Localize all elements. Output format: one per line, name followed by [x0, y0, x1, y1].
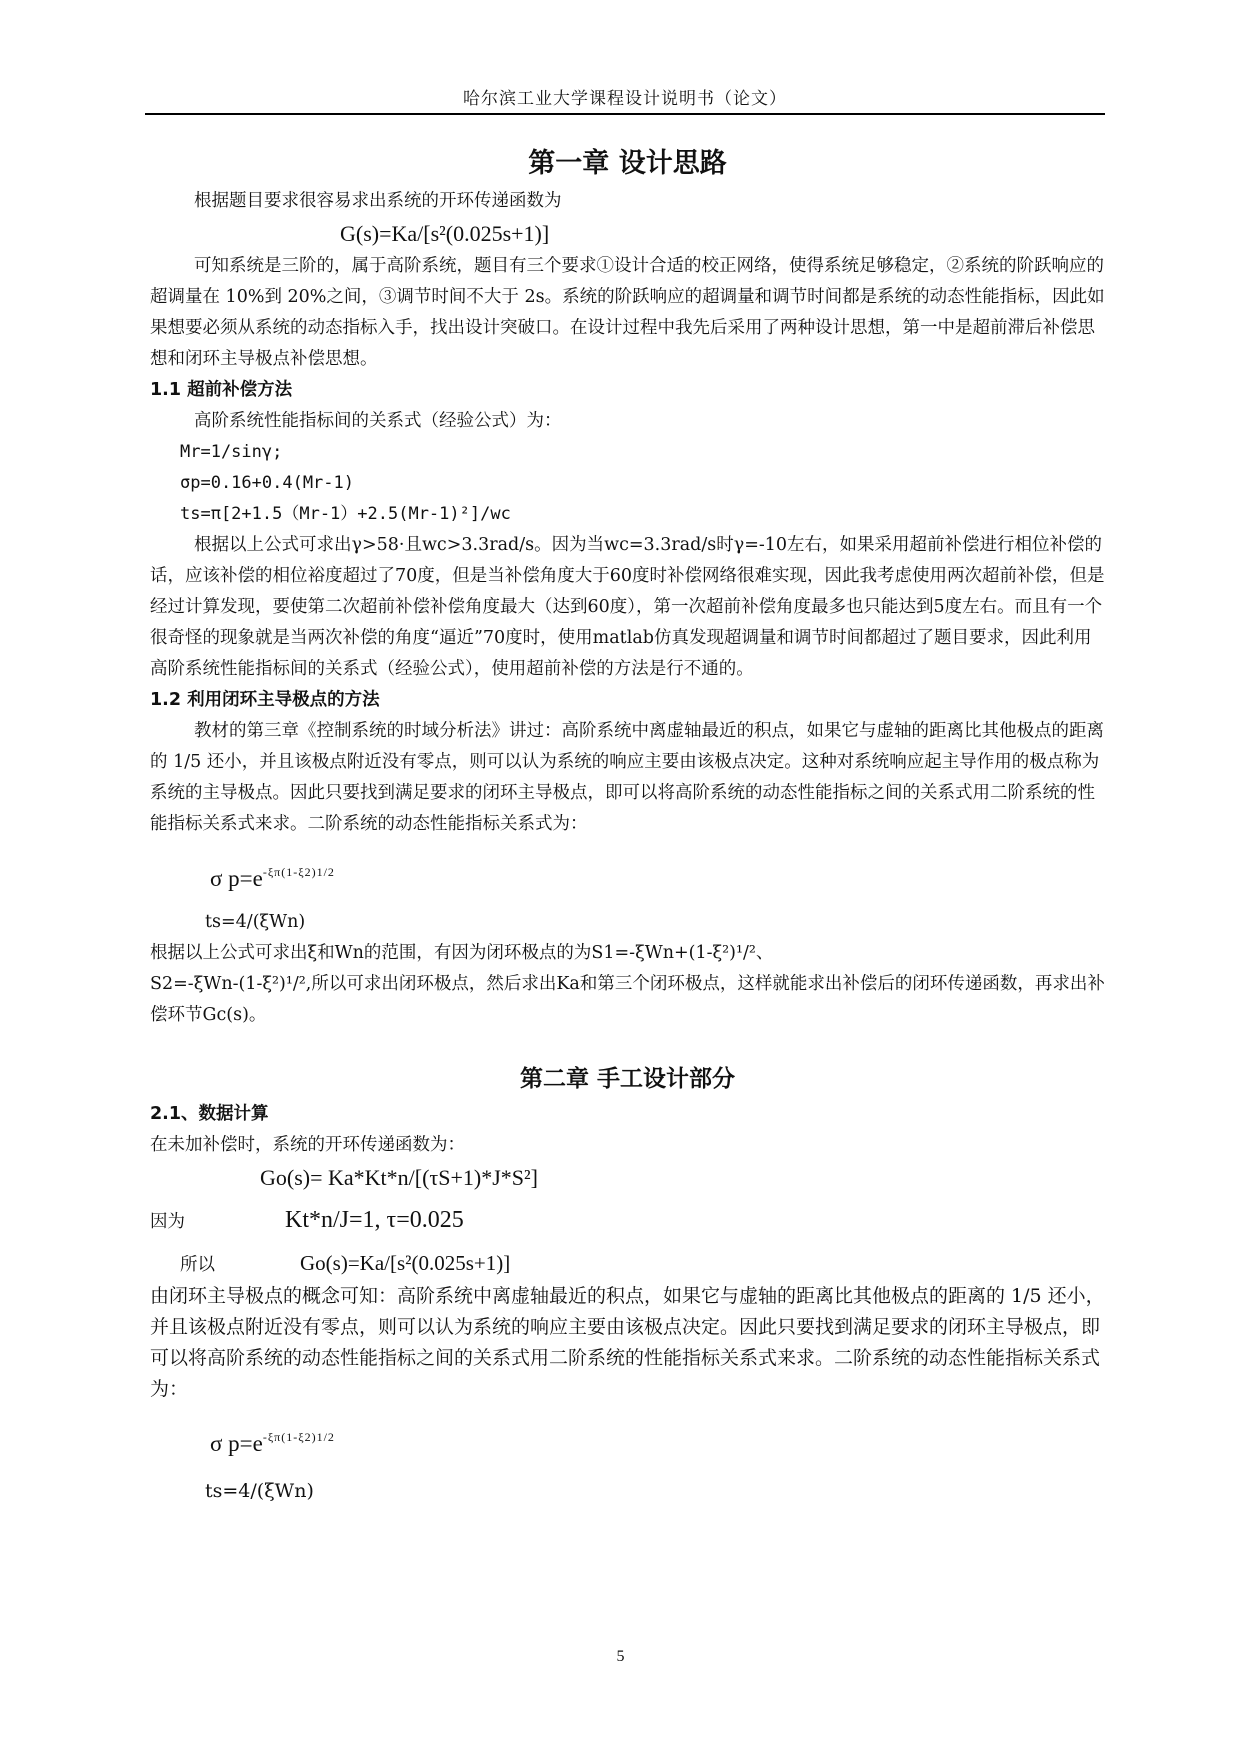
page-header: 哈尔滨工业大学课程设计说明书（论文） — [463, 89, 787, 109]
chapter-1-paragraph: 可知系统是三阶的，属于高阶系统，题目有三个要求①设计合适的校正网络，使得系统足够稳定，②系统的阶跃响应的超调量在 10%到 20%之间，③调节时间不大于 2s。系统的阶跃响应的超调量和调节时间都是系统的动态性能指标，因此如果想要必须从系统的动态指标入手，找出设计突破口。在设计过程中我先后采用了两种设计思想，第一中是超前滞后补偿思想和闭环主导极点补偿思想。 — [150, 256, 1105, 369]
section-1-1-paragraph: 根据以上公式可求出γ>58·且wc>3.3rad/s。因为当wc=3.3rad/s时γ=-10左右，如果采用超前补偿进行相位补偿的话，应该补偿的相位裕度超过了70度，但是当补偿角度大于60度时补偿网络很难实现，因此我考虑使用两次超前补偿，但是经过计算发现，要使第二次超前补偿补偿角度最大（达到60度），第一次超前补偿角度最多也只能达到5度左右。而且有一个很奇怪的现象就是当两次补偿的角度“逼近”70度时，使用matlab仿真发现超调量和调节时间都超过了题目要求，因此利用高阶系统性能指标间的关系式（经验公式），使用超前补偿的方法是行不通的。 — [150, 535, 1105, 679]
formula-ts: ts=π[2+1.5（Mr-1）+2.5(Mr-1)²]/wc — [180, 504, 511, 524]
because-formula: Kt*n/J=1, τ=0.025 — [285, 1207, 464, 1233]
section-1-1-intro: 高阶系统性能指标间的关系式（经验公式）为： — [194, 411, 562, 431]
open-loop-transfer-function: G(s)=Ka/[s²(0.025s+1)] — [340, 221, 550, 246]
so-line — [150, 1246, 1105, 1281]
section-2-1-paragraph: 由闭环主导极点的概念可知：高阶系统中离虚轴最近的积点，如果它与虚轴的距离比其他极点的距离的 1/5 还小，并且该极点附近没有零点，则可以认为系统的响应主要由该极点决定。因此只要找到满足要求的闭环主导极点，即可以将高阶系统的动态性能指标之间的关系式用二阶系统的性能指标关系式来求。二阶系统的动态性能指标关系式为： — [150, 1285, 1105, 1400]
chapter-2-title: 第二章 手工设计部分 — [519, 1065, 735, 1092]
section-1-2-title: 1.2 利用闭环主导极点的方法 — [150, 690, 380, 710]
section-2-1-intro: 在未加补偿时，系统的开环传递函数为： — [150, 1135, 465, 1155]
formula-settling-time-2: ts=4/(ξWn) — [205, 1480, 314, 1502]
section-1-2-after-line-2: S2=-ξWn-(1-ξ²)¹/²,所以可求出闭环极点，然后求出Ka和第三个闭环极点，这样就能求出补偿后的闭环传递函数，再求出补偿环节Gc(s)。 — [150, 974, 1105, 1025]
page-number: 5 — [616, 1648, 625, 1665]
so-label: 所以 — [180, 1255, 215, 1275]
overshoot-exponent: -ξπ(1-ξ2)1/2 — [262, 865, 335, 879]
so-formula: Go(s)=Ka/[s²(0.025s+1)] — [300, 1251, 511, 1275]
chapter-1-title: 第一章 设计思路 — [528, 148, 727, 179]
overshoot-exponent-2: -ξπ(1-ξ2)1/2 — [262, 1430, 335, 1444]
page-content — [150, 142, 1105, 1507]
formula-go: Go(s)= Ka*Kt*n/[(τS+1)*J*S²] — [260, 1165, 538, 1190]
section-1-2-after-line-1: 根据以上公式可求出ξ和Wn的范围，有因为闭环极点的为S1=-ξWn+(1-ξ²)¹/²、 — [150, 943, 774, 963]
because-label: 因为 — [150, 1212, 185, 1232]
formula-overshoot — [150, 852, 1105, 899]
because-line — [150, 1203, 1105, 1238]
formula-sigma-p: σp=0.16+0.4(Mr-1) — [180, 473, 354, 493]
header-divider — [145, 113, 1105, 115]
section-2-1-title: 2.1、数据计算 — [150, 1104, 269, 1124]
section-1-1-title: 1.1 超前补偿方法 — [150, 380, 293, 400]
chapter-1-intro: 根据题目要求很容易求出系统的开环传递函数为 — [194, 191, 562, 211]
section-1-2-paragraph: 教材的第三章《控制系统的时域分析法》讲过：高阶系统中离虚轴最近的积点，如果它与虚轴的距离比其他极点的距离的 1/5 还小，并且该极点附近没有零点，则可以认为系统的响应主要由该极点决定。这种对系统响应起主导作用的极点称为系统的主导极点。因此只要找到满足要求的闭环主导极点，即可以将高阶系统的动态性能指标之间的关系式用二阶系统的性能指标关系式来求。二阶系统的动态性能指标关系式为： — [150, 721, 1104, 834]
formula-mr: Mr=1/sinγ; — [180, 442, 283, 462]
formula-settling-time: ts=4/(ξWn) — [205, 912, 306, 932]
overshoot-base: σ p=e — [210, 866, 263, 891]
overshoot-base-2: σ p=e — [210, 1431, 263, 1456]
formula-overshoot-2 — [150, 1417, 1105, 1464]
